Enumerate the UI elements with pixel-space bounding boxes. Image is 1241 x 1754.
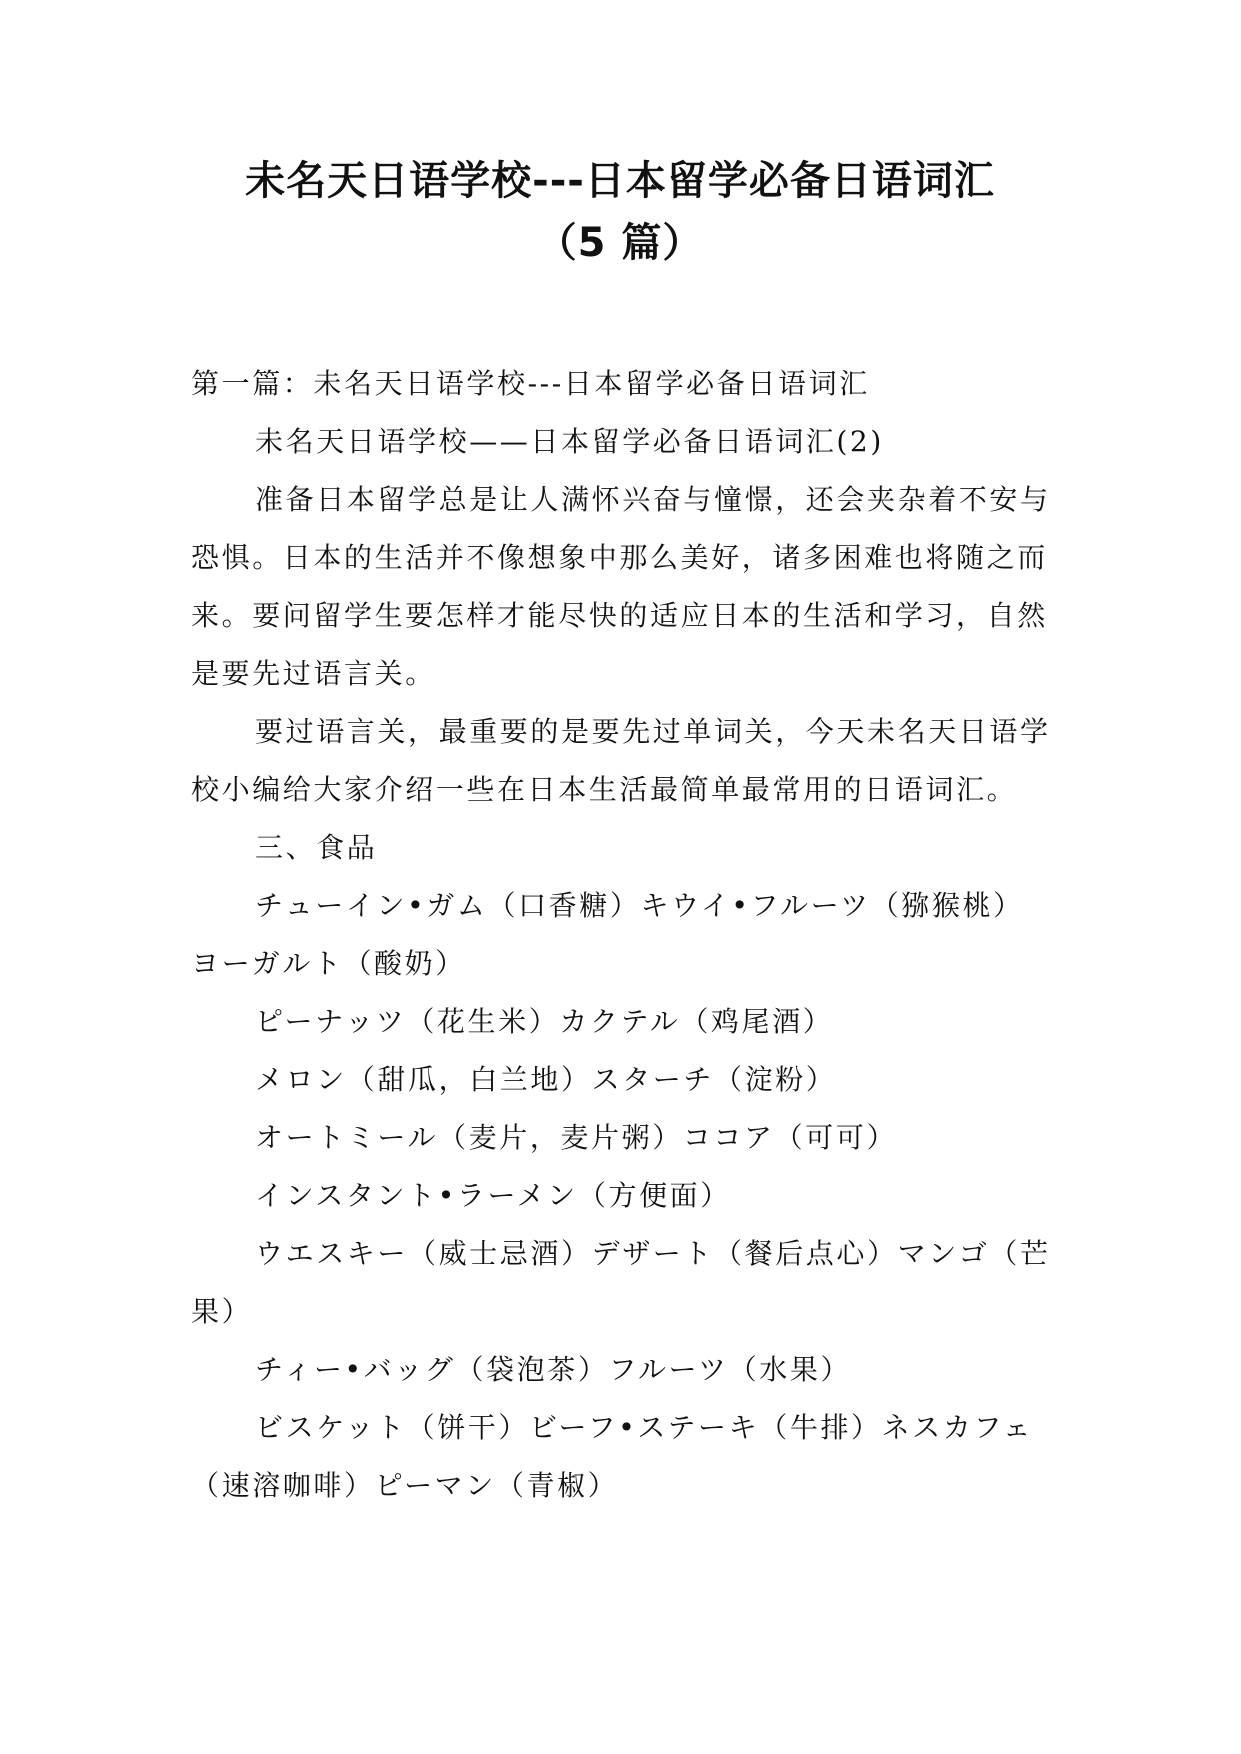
body-paragraph: 要过语言关，最重要的是要先过单词关，今天未名天日语学校小编给大家介绍一些在日本生活最简单最常用的日语词汇。 bbox=[191, 715, 1051, 806]
vocab-line: メロン（甜瓜，白兰地）スターチ（淀粉） bbox=[255, 1063, 837, 1096]
vocab-line: ビスケット（饼干）ビーフ•ステーキ（牛排）ネスカフェ（速溶咖啡）ピーマン（青椒） bbox=[191, 1411, 1034, 1502]
body-paragraph: 准备日本留学总是让人满怀兴奋与憧憬，还会夹杂着不安与恐惧。日本的生活并不像想象中那么美好，诸多困难也将随之而来。要问留学生要怎样才能尽快的适应日本的生活和学习，自然是要先过语言关。 bbox=[191, 483, 1051, 690]
title-line-1: 未名天日语学校---日本留学必备日语词汇 bbox=[245, 158, 995, 204]
article-subtitle: 未名天日语学校——日本留学必备日语词汇(2) bbox=[255, 425, 884, 458]
vocab-line: オートミール（麦片，麦片粥）ココア（可可） bbox=[255, 1121, 898, 1154]
vocab-line: チューイン•ガム（口香糖）キウイ•フルーツ（猕猴桃）ヨーガルト（酸奶） bbox=[191, 889, 1024, 980]
document-body bbox=[191, 355, 1051, 1515]
document-title bbox=[140, 150, 1100, 274]
vocab-line: インスタント•ラーメン（方便面） bbox=[255, 1179, 731, 1212]
title-line-2: （5 篇） bbox=[536, 220, 704, 266]
chapter-heading: 第一篇：未名天日语学校---日本留学必备日语词汇 bbox=[191, 367, 870, 400]
vocab-line: チィー•バッグ（袋泡茶）フルーツ（水果） bbox=[255, 1353, 852, 1386]
vocab-line: ピーナッツ（花生米）カクテル（鸡尾酒） bbox=[255, 1005, 834, 1038]
section-heading-food: 三、食品 bbox=[255, 831, 378, 864]
vocab-line: ウエスキー（威士忌酒）デザート（餐后点心）マンゴ（芒果） bbox=[191, 1237, 1051, 1328]
